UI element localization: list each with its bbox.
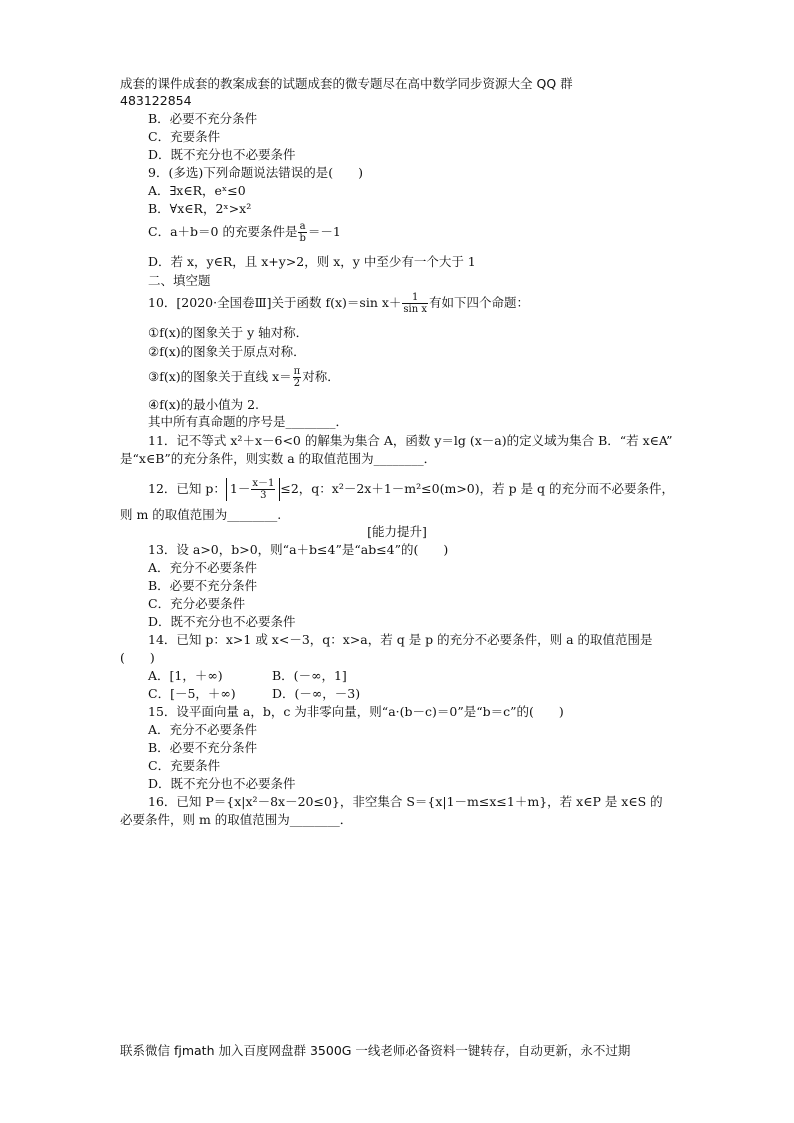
- section-ability-title: [能力提升]: [367, 524, 427, 539]
- q10-stem: 10．[2020·全国卷Ⅲ]关于函数 f(x)＝sin x＋ $\frac{1}{\text{sin x}}$ 有如下四个命题：: [148, 292, 529, 315]
- absolute-value: 1－ $\frac{x-1}{3}$: [226, 478, 280, 501]
- section-fill-blank-title: 二、填空题: [148, 273, 211, 288]
- q16-line-2: 必要条件，则 m 的取值范围为________．: [120, 812, 353, 827]
- q13-stem: 13．设 a>0，b>0，则“a＋b≤4”是“ab≤4”的( ): [148, 542, 449, 557]
- q14-option-a: A．[1，＋∞): [148, 668, 223, 683]
- q8-option-b: B．必要不充分条件: [148, 111, 258, 126]
- q13-option-b: B．必要不充分条件: [148, 578, 258, 593]
- fraction: $\frac{\pi}{2}$: [293, 366, 301, 389]
- q15-option-c: C．充要条件: [148, 758, 221, 773]
- q10-prop-3: ③f(x)的图象关于直线 x＝ $\frac{\pi}{2}$ 对称．: [148, 366, 340, 389]
- q11-line-1: 11．记不等式 x²＋x－6<0 的解集为集合 A，函数 y＝lg (x－a)的定义域为集合 B．“若 x∈A”: [148, 433, 673, 448]
- footer-note: 联系微信 fjmath 加入百度网盘群 3500G 一线老师必备资料一键转存，自动更新，永不过期: [120, 1043, 631, 1058]
- q8-option-d: D．既不充分也不必要条件: [148, 147, 296, 162]
- q14-option-c: C．[－5，＋∞): [148, 686, 236, 701]
- q14-option-b: B．(－∞，1]: [272, 668, 347, 683]
- q9-option-c: C．a＋b＝0 的充要条件是 $\frac{a}{b}$ ＝－1: [148, 221, 341, 244]
- q15-option-b: B．必要不充分条件: [148, 740, 258, 755]
- q12-line-2: 则 m 的取值范围为________.: [120, 507, 282, 522]
- header-line-2: 483122854: [120, 93, 192, 108]
- fraction: $\frac{x-1}{3}$: [252, 478, 275, 501]
- q9-stem: 9．(多选)下列命题说法错误的是( ): [148, 165, 363, 180]
- q13-option-d: D．既不充分也不必要条件: [148, 614, 296, 629]
- q14-paren: ( ): [120, 650, 155, 665]
- fraction: $\frac{a}{b}$: [299, 221, 306, 244]
- q9-option-b: B．∀x∈R，2ˣ>x²: [148, 201, 252, 216]
- q10-prop-4: ④f(x)的最小值为 2.: [148, 397, 260, 412]
- header-line-1: 成套的课件成套的教案成套的试题成套的微专题尽在高中数学同步资源大全 QQ 群: [120, 76, 573, 91]
- q13-option-a: A．充分不必要条件: [148, 560, 258, 575]
- q15-stem: 15．设平面向量 a，b，c 为非零向量，则“a·(b－c)＝0”是“b＝c”的( ): [148, 704, 564, 719]
- q13-option-c: C．充分必要条件: [148, 596, 246, 611]
- q10-ask: 其中所有真命题的序号是________．: [148, 414, 349, 429]
- q12-line-1: 12．已知 p： 1－ $\frac{x-1}{3}$ ≤2，q：x²－2x＋1－m²≤0(m>0)，若 p 是 q 的充分而不必要条件，: [148, 478, 675, 501]
- q14-stem: 14．已知 p：x>1 或 x<－3，q：x>a，若 q 是 p 的充分不必要条件，则 a 的取值范围是: [148, 632, 653, 647]
- q10-prop-1: ①f(x)的图象关于 y 轴对称．: [148, 325, 309, 340]
- q10-prop-2: ②f(x)的图象关于原点对称．: [148, 344, 306, 359]
- q16-line-1: 16．已知 P＝{x|x²－8x－20≤0}，非空集合 S＝{x|1－m≤x≤1＋m}，若 x∈P 是 x∈S 的: [148, 794, 663, 809]
- fraction: $\frac{1}{\text{sin x}}$: [403, 292, 427, 315]
- q8-option-c: C．充要条件: [148, 129, 221, 144]
- q15-option-d: D．既不充分也不必要条件: [148, 776, 296, 791]
- q11-line-2: 是“x∈B”的充分条件，则实数 a 的取值范围为________．: [120, 451, 437, 466]
- q9-option-a: A．∃x∈R，eˣ≤0: [148, 183, 246, 198]
- q9-option-d: D．若 x，y∈R，且 x+y>2，则 x，y 中至少有一个大于 1: [148, 254, 476, 269]
- q15-option-a: A．充分不必要条件: [148, 722, 258, 737]
- q14-option-d: D．(－∞，－3): [272, 686, 361, 701]
